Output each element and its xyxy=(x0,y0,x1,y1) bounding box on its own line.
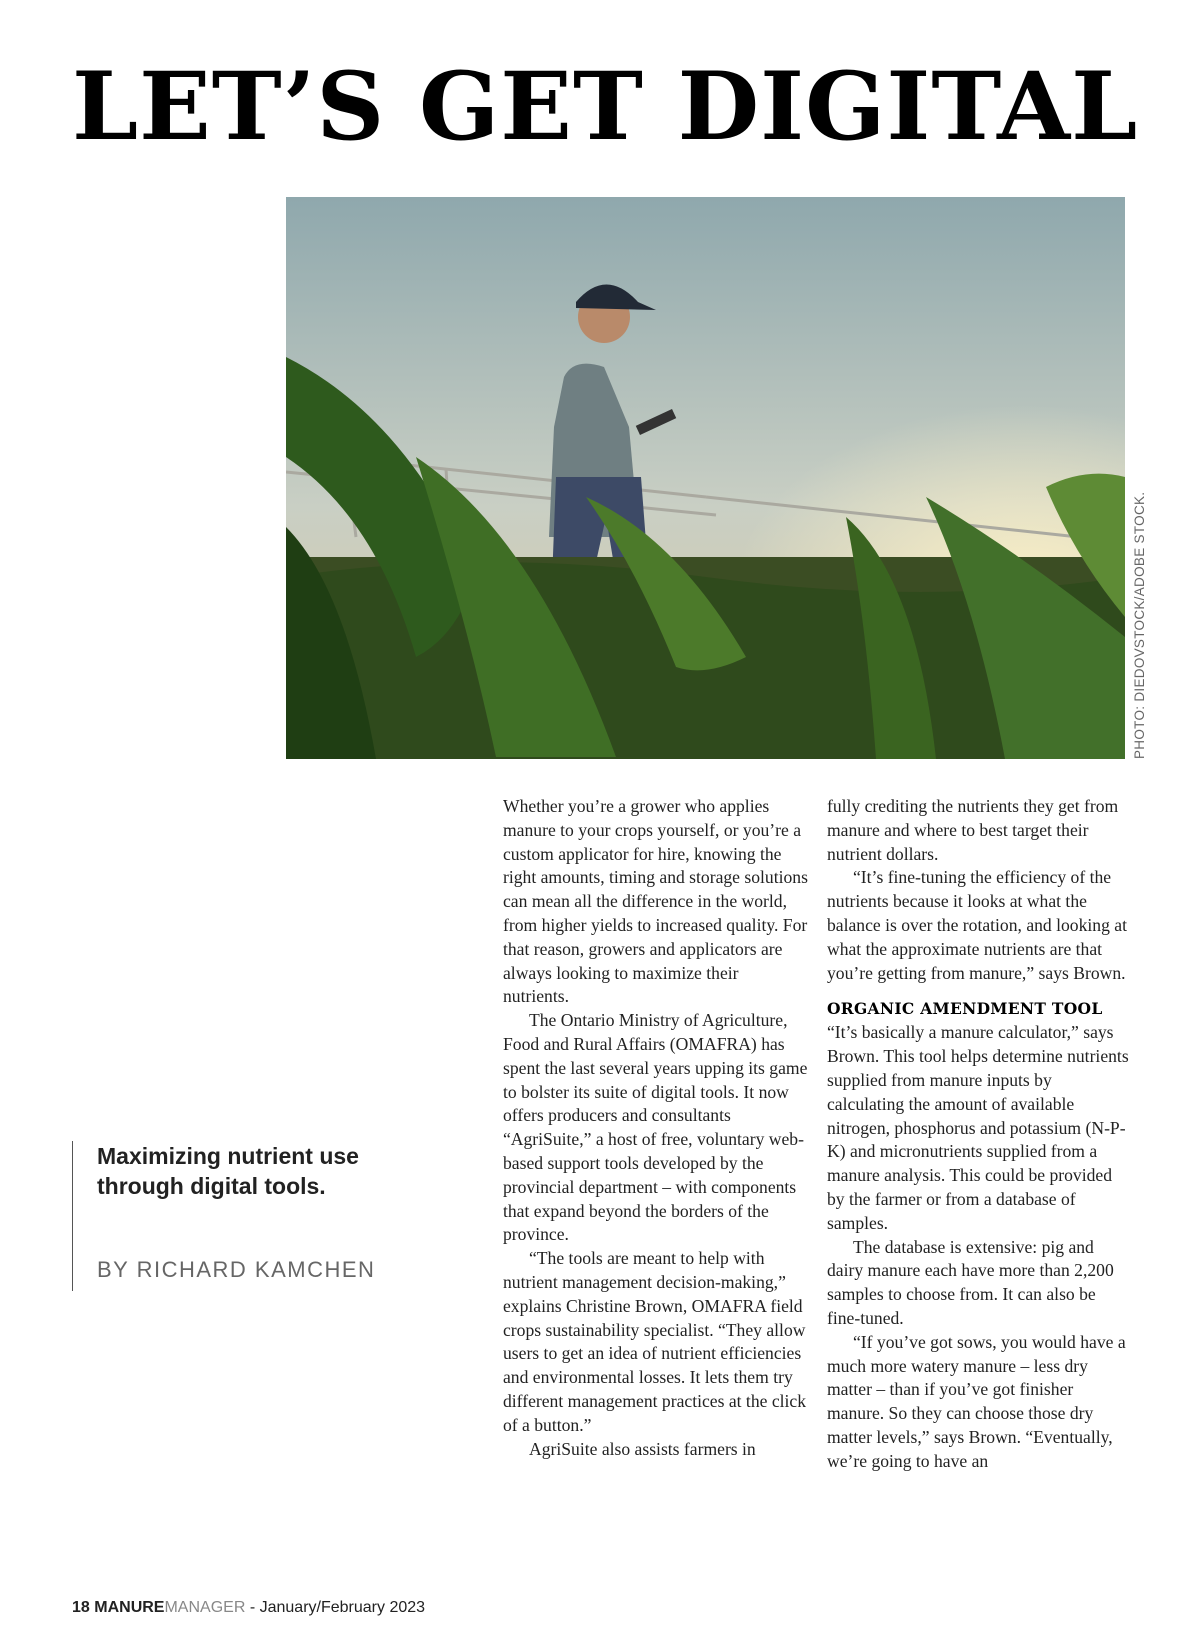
paragraph: The Ontario Ministry of Agriculture, Food and Rural Affairs (OMAFRA) has spent the last several years upping its game to bolster its suite of digital tools. It now offers producers and consultants “AgriSuite,” a host of free, voluntary web-based support tools developed by the provincial department – with components that expand beyond the borders of the province. xyxy=(503,1010,808,1245)
magazine-name-bold: MANURE xyxy=(94,1599,165,1616)
deck-text: Maximizing nutrient use through digital tools. xyxy=(97,1143,359,1199)
paragraph: The database is extensive: pig and dairy manure each have more than 2,200 samples to choose from. It can also be fine-tuned. xyxy=(827,1236,1114,1328)
farmer-photo-illustration xyxy=(286,197,1125,759)
farmer-in-cornfield-photo xyxy=(286,197,1125,759)
deck-block xyxy=(72,1141,417,1291)
paragraph: “It’s basically a manure calculator,” says Brown. This tool helps determine nutrients supplied from manure inputs by calculating the amount of available nitrogen, phosphorus and potassium (N-P-K) and micronutrients supplied from a manure analysis. This could be provided by the farmer or from a database of samples. xyxy=(827,1022,1129,1233)
section-heading: ORGANIC AMENDMENT TOOL xyxy=(827,999,1103,1019)
headline: LET’S GET DIGITAL xyxy=(72,52,1139,162)
body-column-2 xyxy=(827,795,1129,1474)
paragraph: “If you’ve got sows, you would have a much more watery manure – less dry matter – than if you’ve got finisher manure. So they can choose those dry matter levels,” says Brown. “Eventually, we’re going to have an xyxy=(827,1331,1126,1471)
magazine-name-light: MANAGER xyxy=(164,1599,246,1616)
body-column-1 xyxy=(503,795,808,1461)
page-number: 18 xyxy=(72,1599,90,1616)
issue-date: - January/February 2023 xyxy=(249,1599,426,1616)
photo-credit: PHOTO: DIEDOVSTOCK/ADOBE STOCK. xyxy=(1132,491,1147,759)
paragraph: fully crediting the nutrients they get from manure and where to best target their nutrient dollars. xyxy=(827,796,1119,864)
page-footer xyxy=(72,1599,425,1617)
paragraph: “The tools are meant to help with nutrient management decision-making,” explains Christine Brown, OMAFRA field crops sustainability specialist. “They allow users to get an idea of nutrient efficiencies and environmental losses. It lets them try different management practices at the click of a button.” xyxy=(503,1248,807,1435)
paragraph: AgriSuite also assists farmers in xyxy=(529,1438,756,1459)
paragraph: “It’s fine-tuning the efficiency of the nutrients because it looks at what the balance is over the rotation, and looking at what the approximate nutrients are that you’re getting from manure,” says Brown. xyxy=(827,867,1127,983)
byline: BY RICHARD KAMCHEN xyxy=(97,1257,376,1282)
paragraph: Whether you’re a grower who applies manure to your crops yourself, or you’re a custom applicator for hire, knowing the right amounts, timing and storage solutions can mean all the difference in the world, from higher yields to increased quality. For that reason, growers and applicators are always looking to maximize their nutrients. xyxy=(503,796,808,1007)
